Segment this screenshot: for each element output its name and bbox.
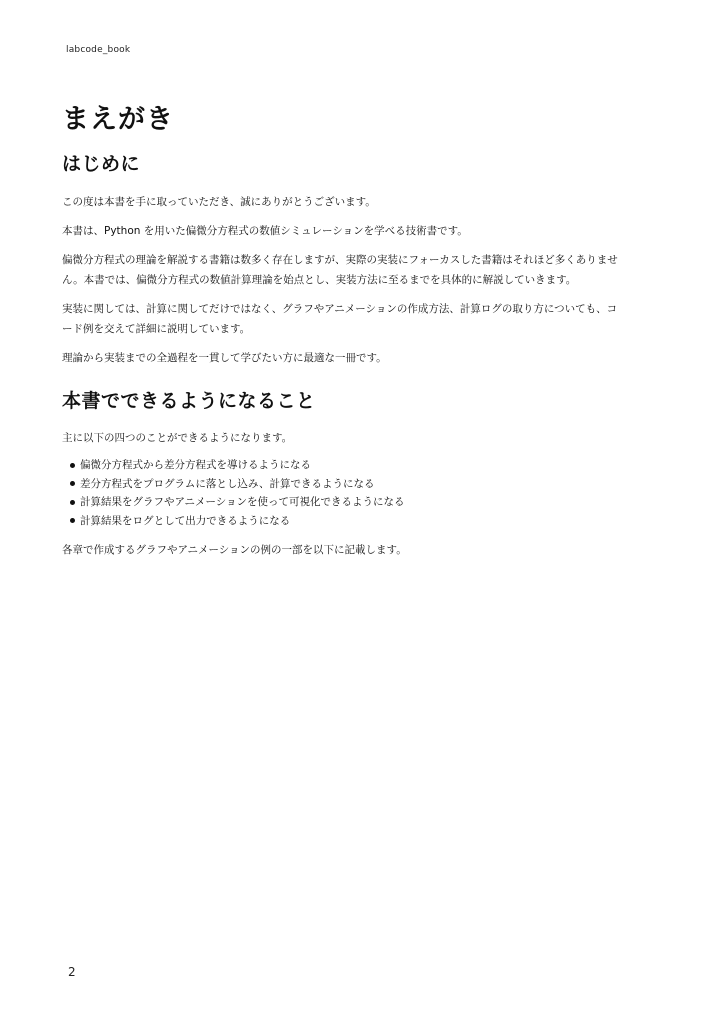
goals-list <box>62 456 622 530</box>
bullet-icon <box>70 500 75 505</box>
list-item-text: 偏微分方程式から差分方程式を導けるようになる <box>80 459 311 471</box>
paragraph: 偏微分方程式の理論を解説する書籍は数多く存在しますが、実際の実装にフォーカスした書籍はそれほど多くありません。本書では、偏微分方程式の数値計算理論を始点とし、実装方法に至るまでを具体的に解説していきます。 <box>62 254 618 286</box>
paragraph: 各章で作成するグラフやアニメーションの例の一部を以下に記載します。 <box>62 544 407 556</box>
page-body <box>62 100 622 560</box>
chapter-title: まえがき <box>62 104 174 135</box>
list-item-text: 計算結果をグラフやアニメーションを使って可視化できるようになる <box>80 496 405 508</box>
paragraph: この度は本書を手に取っていただき、誠にありがとうございます。 <box>62 196 376 208</box>
section-title-introduction: はじめに <box>62 153 141 175</box>
page-number: 2 <box>68 965 76 979</box>
paragraph: 主に以下の四つのことができるようになります。 <box>62 432 293 444</box>
paragraph: 実装に関しては、計算に関してだけではなく、グラフやアニメーションの作成方法、計算ログの取り方についても、コード例を交えて詳細に説明しています。 <box>62 303 618 335</box>
list-item <box>70 475 622 494</box>
list-item-text: 差分方程式をプログラムに落とし込み、計算できるようになる <box>80 477 375 490</box>
bullet-icon <box>70 481 75 486</box>
paragraph: 本書は、Python を用いた偏微分方程式の数値シミュレーションを学べる技術書です。 <box>62 225 468 237</box>
list-item-text: 計算結果をログとして出力できるようになる <box>80 514 291 527</box>
list-item <box>70 456 622 475</box>
list-item <box>70 512 622 531</box>
running-header: labcode_book <box>66 45 131 55</box>
bullet-icon <box>70 463 75 468</box>
paragraph: 理論から実装までの全過程を一貫して学びたい方に最適な一冊です。 <box>62 352 387 364</box>
section-title-goals: 本書でできるようになること <box>62 390 316 412</box>
list-item <box>70 493 622 512</box>
bullet-icon <box>70 518 75 523</box>
